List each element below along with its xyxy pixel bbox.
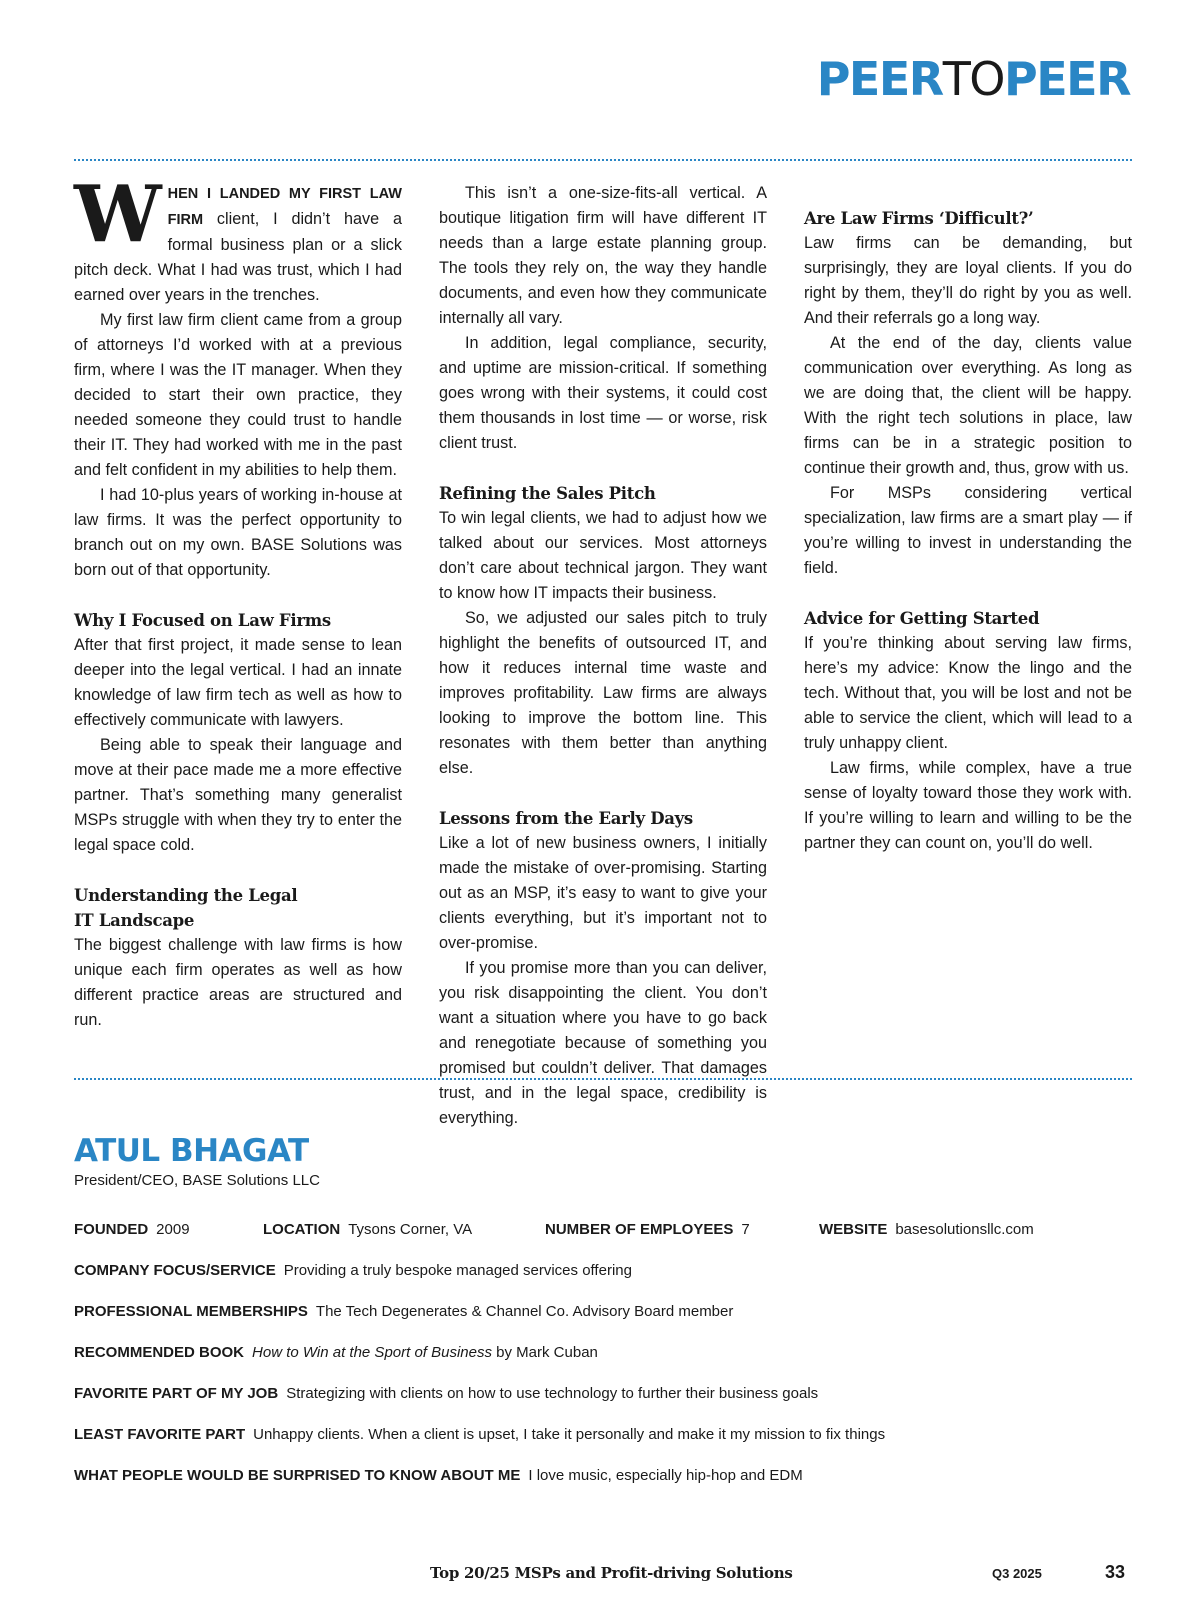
fact-favorite-part — [74, 1384, 818, 1404]
book-author: by Mark Cuban — [492, 1344, 598, 1361]
paragraph: My first law firm client came from a group of attorneys I’d worked with at a previous firm, where I was the IT manager. When they decided to start their own practice, they needed someone they could trust to handle their IT. They had worked with me in the past and felt confident in my abilities to help them. — [74, 311, 402, 479]
book-title: How to Win at the Sport of Business — [252, 1344, 492, 1361]
fact-value: I love music, especially hip-hop and EDM — [528, 1467, 803, 1484]
article-column-3 — [804, 181, 1132, 1131]
company-facts-row — [74, 1220, 1132, 1240]
logo-peer-right: PEER — [1004, 52, 1130, 106]
paragraph: To win legal clients, we had to adjust how we talked about our services. Most attorneys don’t care about technical jargon. They want to know how IT impacts their business. — [439, 509, 767, 602]
fact-label: NUMBER OF EMPLOYEES — [545, 1221, 734, 1238]
fact-label: WEBSITE — [819, 1221, 888, 1238]
fact-value: Providing a truly bespoke managed services offering — [283, 1262, 632, 1279]
fact-value: Strategizing with clients on how to use technology to further their business goals — [286, 1385, 819, 1402]
fact-founded — [74, 1220, 190, 1240]
paragraph: At the end of the day, clients value communication over everything. As long as we are doing that, the client will be happy. With the right tech solutions in place, law firms can be in a strategic position to continue their growth and, thus, grow with us. — [804, 334, 1132, 477]
fact-value: Tysons Corner, VA — [348, 1221, 473, 1238]
fact-location — [263, 1220, 472, 1240]
paragraph: This isn’t a one-size-fits-all vertical. A boutique litigation firm will have different IT needs than a large estate planning group. The tools they rely on, the way they handle documents, and even how they communicate internally all vary. — [439, 184, 767, 327]
profile-title: President/CEO, BASE Solutions LLC — [74, 1172, 320, 1189]
bottom-divider — [74, 1078, 1132, 1080]
fact-value: Unhappy clients. When a client is upset, I take it personally and make it my mission to fix things — [253, 1426, 886, 1443]
page-number: 33 — [1105, 1562, 1126, 1582]
paragraph: Law firms, while complex, have a true sense of loyalty toward those they work with. If you’re willing to learn and willing to be the partner they can count on, you’ll do well. — [804, 759, 1132, 852]
fact-value: The Tech Degenerates & Channel Co. Advisory Board member — [315, 1303, 734, 1320]
paragraph: Law firms can be demanding, but surprisingly, they are loyal clients. If you do right by them, they’ll do right by you as well. And their referrals go a long way. — [804, 234, 1132, 327]
paragraph: I had 10-plus years of working in-house at law firms. It was the perfect opportunity to branch out on my own. BASE Solutions was born out of that opportunity. — [74, 486, 402, 579]
paragraph: So, we adjusted our sales pitch to truly highlight the benefits of outsourced IT, and how it reduces internal time waste and improves profitability. Law firms are always looking to improve the bottom line. This resonates with them better than anything else. — [439, 609, 767, 777]
profile-name: ATUL BHAGAT — [74, 1133, 309, 1169]
article-column-1 — [74, 169, 402, 1131]
lead-paragraph-text: client, I didn’t have a formal business plan or a slick pitch deck. What I had was trust, which I had earned over years in the trenches. — [74, 210, 402, 304]
section-logo — [816, 52, 1130, 106]
fact-value: basesolutionsllc.com — [895, 1221, 1034, 1238]
paragraph: Like a lot of new business owners, I initially made the mistake of over-promising. Starting out as an MSP, it’s easy to want to give your clients everything, but it’s important not to over-promise. — [439, 834, 767, 952]
subheading-getting-started: Advice for Getting Started — [804, 609, 1040, 628]
subheading-legal-it-landscape: Understanding the Legal IT Landscape — [74, 886, 298, 930]
fact-memberships — [74, 1302, 733, 1322]
paragraph: Being able to speak their language and move at their pace made me a more effective partner. That’s something many generalist MSPs struggle with when they try to enter the legal space cold. — [74, 736, 402, 854]
top-divider — [74, 159, 1132, 161]
fact-label: COMPANY FOCUS/SERVICE — [74, 1262, 276, 1279]
fact-label: PROFESSIONAL MEMBERSHIPS — [74, 1303, 308, 1320]
fact-label: LOCATION — [263, 1221, 341, 1238]
fact-company-focus — [74, 1261, 632, 1281]
fact-label: FOUNDED — [74, 1221, 149, 1238]
paragraph: After that first project, it made sense to lean deeper into the legal vertical. I had an innate knowledge of law firm tech as well as how to effectively communicate with lawyers. — [74, 636, 402, 729]
fact-label: WHAT PEOPLE WOULD BE SURPRISED TO KNOW ABOUT ME — [74, 1467, 521, 1484]
footer-issue: Q3 2025 — [992, 1566, 1042, 1581]
article-body — [74, 169, 1132, 1131]
paragraph: If you promise more than you can deliver, you risk disappointing the client. You don’t want a situation where you have to go back and renegotiate because of something you promised but couldn’t deliver. That damages trust, and in the legal space, credibility is everything. — [439, 959, 767, 1127]
fact-value: 7 — [741, 1221, 750, 1238]
logo-peer-left: PEER — [816, 52, 943, 106]
logo-to: TO — [942, 52, 1005, 106]
paragraph: For MSPs considering vertical specialization, law firms are a smart play — if you’re willing to invest in understanding the field. — [804, 484, 1132, 577]
fact-label: RECOMMENDED BOOK — [74, 1344, 245, 1361]
article-column-2 — [439, 181, 767, 1131]
fact-label: LEAST FAVORITE PART — [74, 1426, 246, 1443]
paragraph: In addition, legal compliance, security, and uptime are mission-critical. If something goes wrong with their systems, it could cost them thousands in lost time — or worse, risk client trust. — [439, 334, 767, 452]
fact-least-favorite-part — [74, 1425, 885, 1445]
subheading-sales-pitch: Refining the Sales Pitch — [439, 484, 656, 503]
paragraph: The biggest challenge with law firms is how unique each firm operates as well as how different practice areas are structured and run. — [74, 936, 402, 1029]
subheading-why-law-firms: Why I Focused on Law Firms — [74, 611, 331, 630]
fact-value: 2009 — [156, 1221, 190, 1238]
paragraph: If you’re thinking about serving law firms, here’s my advice: Know the lingo and the tech. Without that, you will be lost and not be able to service the client, which will lead to a truly unhappy client. — [804, 634, 1132, 752]
fact-website — [819, 1220, 1034, 1240]
footer-publication-title: Top 20/25 MSPs and Profit-driving Solutions — [430, 1564, 793, 1582]
subheading-difficult: Are Law Firms ‘Difficult?’ — [804, 209, 1034, 228]
lead-paragraph — [74, 169, 402, 308]
fact-recommended-book — [74, 1343, 598, 1363]
fact-label: FAVORITE PART OF MY JOB — [74, 1385, 279, 1402]
fact-employees — [545, 1220, 750, 1240]
subheading-early-days: Lessons from the Early Days — [439, 809, 693, 828]
fact-surprise — [74, 1466, 803, 1486]
lead-in-caps: HEN I LANDED MY FIRST LAW FIRM — [167, 186, 402, 228]
drop-cap: W — [74, 169, 162, 260]
